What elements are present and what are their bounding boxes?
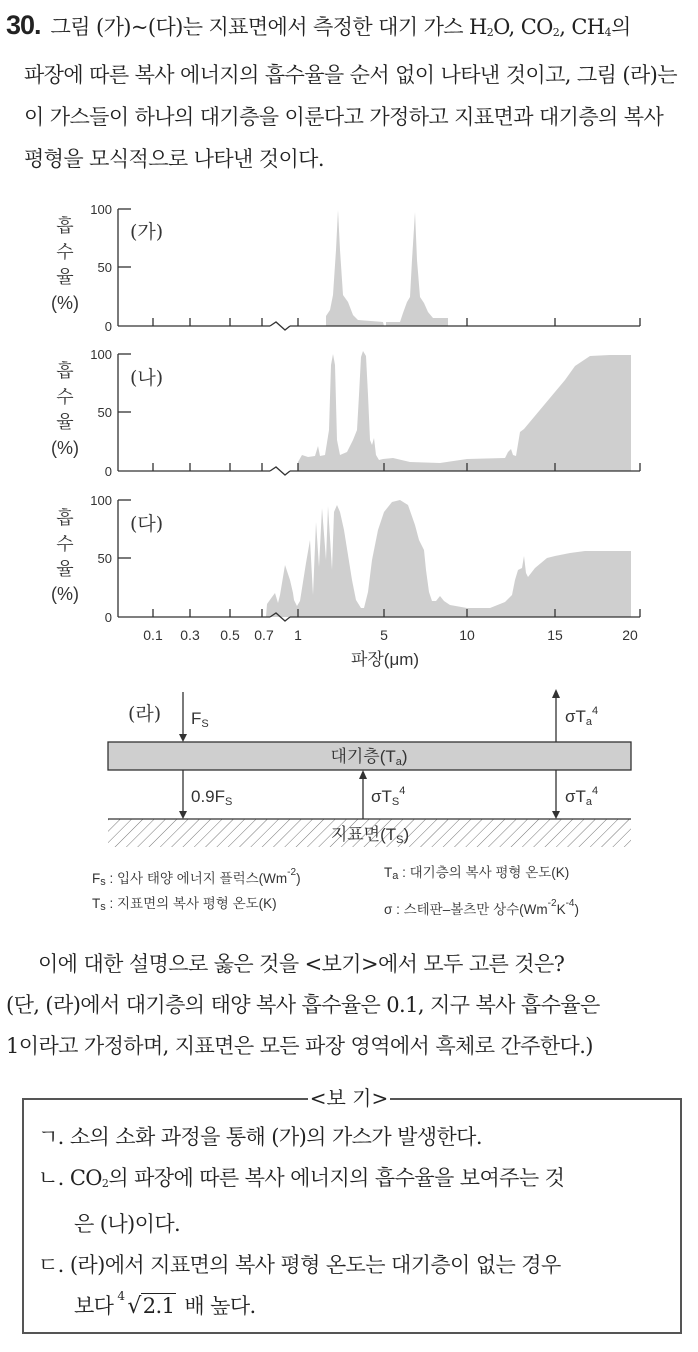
question-stem bbox=[6, 944, 696, 1067]
svg-text:50: 50 bbox=[97, 405, 112, 420]
legend-ta: $T_a$ : 대기층의 복사 평형 온도(K) bbox=[384, 865, 570, 882]
question-number: 30. bbox=[6, 10, 41, 40]
svg-text:15: 15 bbox=[547, 627, 563, 643]
svg-text:율: 율 bbox=[56, 559, 74, 579]
svg-text:0.7: 0.7 bbox=[254, 627, 274, 643]
svg-text:수: 수 bbox=[56, 242, 74, 262]
panel-label-ga: (가) bbox=[130, 221, 164, 243]
bogi-title: <보 기> bbox=[309, 1086, 389, 1110]
atmosphere-label: 대기층(Ta) bbox=[330, 747, 408, 768]
ytick-100: 100 bbox=[90, 202, 112, 217]
svg-text:0.1: 0.1 bbox=[143, 627, 163, 643]
question-line-2: 파장에 따른 복사 에너지의 흡수율을 순서 없이 나타낸 것이고, 그림 (라)는 bbox=[24, 63, 677, 87]
svg-text:100: 100 bbox=[90, 347, 112, 362]
question-text bbox=[6, 4, 696, 180]
chart-da bbox=[51, 493, 640, 669]
ytick-50: 50 bbox=[97, 260, 112, 275]
panel-label-da: (다) bbox=[130, 513, 164, 535]
svg-text:20: 20 bbox=[622, 627, 638, 643]
bogi-item-g: ㄱ. 소의 소화 과정을 통해 (가)의 가스가 발생한다. bbox=[38, 1125, 482, 1149]
chart-da-area bbox=[266, 500, 631, 617]
bogi-item-d-cont: 보다 4 √2.1 배 높다. bbox=[38, 1286, 688, 1327]
svg-text:0.5: 0.5 bbox=[220, 627, 240, 643]
question-line-4: 평형을 모식적으로 나타낸 것이다. bbox=[24, 147, 324, 171]
svg-text:1: 1 bbox=[294, 627, 302, 643]
question-line-3: 이 가스들이 하나의 대기층을 이룬다고 가정하고 지표면과 대기층의 복사 bbox=[24, 105, 664, 129]
incoming-flux-label: FS bbox=[191, 709, 209, 730]
svg-text:50: 50 bbox=[97, 551, 112, 566]
x-axis-label: 파장(μm) bbox=[350, 650, 420, 669]
y-axis-label bbox=[51, 360, 79, 458]
svg-text:수: 수 bbox=[56, 387, 74, 407]
svg-text:수: 수 bbox=[56, 534, 74, 554]
chart-na bbox=[51, 347, 640, 479]
chart-ga bbox=[51, 202, 640, 334]
bogi-item-n-cont: 은 (나)이다. bbox=[74, 1212, 181, 1236]
bogi-item-d: ㄷ. (라)에서 지표면의 복사 평형 온도는 대기층이 없는 경우 bbox=[38, 1253, 561, 1277]
ytick-0: 0 bbox=[104, 319, 112, 334]
bogi-items bbox=[38, 1117, 688, 1327]
svg-text:0: 0 bbox=[104, 610, 112, 625]
bogi-item-n: ㄴ. $CO_2$의 파장에 따른 복사 에너지의 흡수율을 보여주는 것 bbox=[38, 1166, 565, 1190]
svg-text:율: 율 bbox=[56, 412, 74, 432]
svg-text:율: 율 bbox=[56, 267, 74, 287]
surface-label: 지표면(TS) bbox=[330, 825, 410, 846]
panel-label-na: (나) bbox=[130, 367, 164, 389]
svg-text:흡: 흡 bbox=[56, 508, 74, 528]
symbol-legend bbox=[92, 862, 632, 921]
svg-text:0.3: 0.3 bbox=[180, 627, 200, 643]
figure bbox=[0, 195, 698, 875]
svg-text:100: 100 bbox=[90, 493, 112, 508]
chart-ga-area bbox=[326, 210, 448, 326]
svg-text:0: 0 bbox=[104, 464, 112, 479]
y-axis-label bbox=[51, 215, 79, 313]
svg-text:10: 10 bbox=[459, 627, 475, 643]
stem-line-1: 이에 대한 설명으로 옳은 것을 <보기>에서 모두 고른 것은? bbox=[38, 952, 565, 976]
svg-text:5: 5 bbox=[380, 627, 388, 643]
down-emission-label: σTa$^4$ bbox=[565, 785, 599, 808]
svg-text:흡: 흡 bbox=[56, 361, 74, 381]
svg-text:흡: 흡 bbox=[56, 216, 74, 236]
stem-line-3: 1이라고 가정하며, 지표면은 모든 파장 영역에서 흑체로 간주한다.) bbox=[6, 1034, 593, 1058]
chart-na-area bbox=[298, 351, 631, 471]
svg-text:(%): (%) bbox=[51, 584, 79, 604]
stem-line-2: (단, (라)에서 대기층의 태양 복사 흡수율은 0.1, 지구 복사 흡수율은 bbox=[6, 993, 600, 1017]
question-line-1: 30. 그림 (가)~(다)는 지표면에서 측정한 대기 가스 $H_2O$, $CO_2$, $CH_4$의 bbox=[6, 10, 631, 40]
legend-fs: $F_s$ : 입사 태양 에너지 플럭스$(Wm^{-2})$ bbox=[92, 867, 301, 888]
legend-ts: $T_s$ : 지표면의 복사 평형 온도(K) bbox=[92, 896, 277, 913]
fourth-root: 4 √2.1 bbox=[117, 1289, 175, 1319]
x-tick-labels bbox=[143, 627, 638, 643]
panel-label-ra: (라) bbox=[128, 703, 162, 725]
legend-sigma: σ : 스테판–볼츠만 상수$(Wm^{-2}K^{-4})$ bbox=[384, 898, 579, 917]
svg-text:(%): (%) bbox=[51, 293, 79, 313]
y-axis-label bbox=[51, 507, 79, 604]
top-emission-label: σTa$^4$ bbox=[565, 705, 599, 728]
transmitted-flux-label: 0.9FS bbox=[191, 787, 233, 808]
surface-emission-label: σTS$^4$ bbox=[371, 785, 406, 808]
radiation-diagram bbox=[108, 689, 631, 847]
svg-text:(%): (%) bbox=[51, 438, 79, 458]
